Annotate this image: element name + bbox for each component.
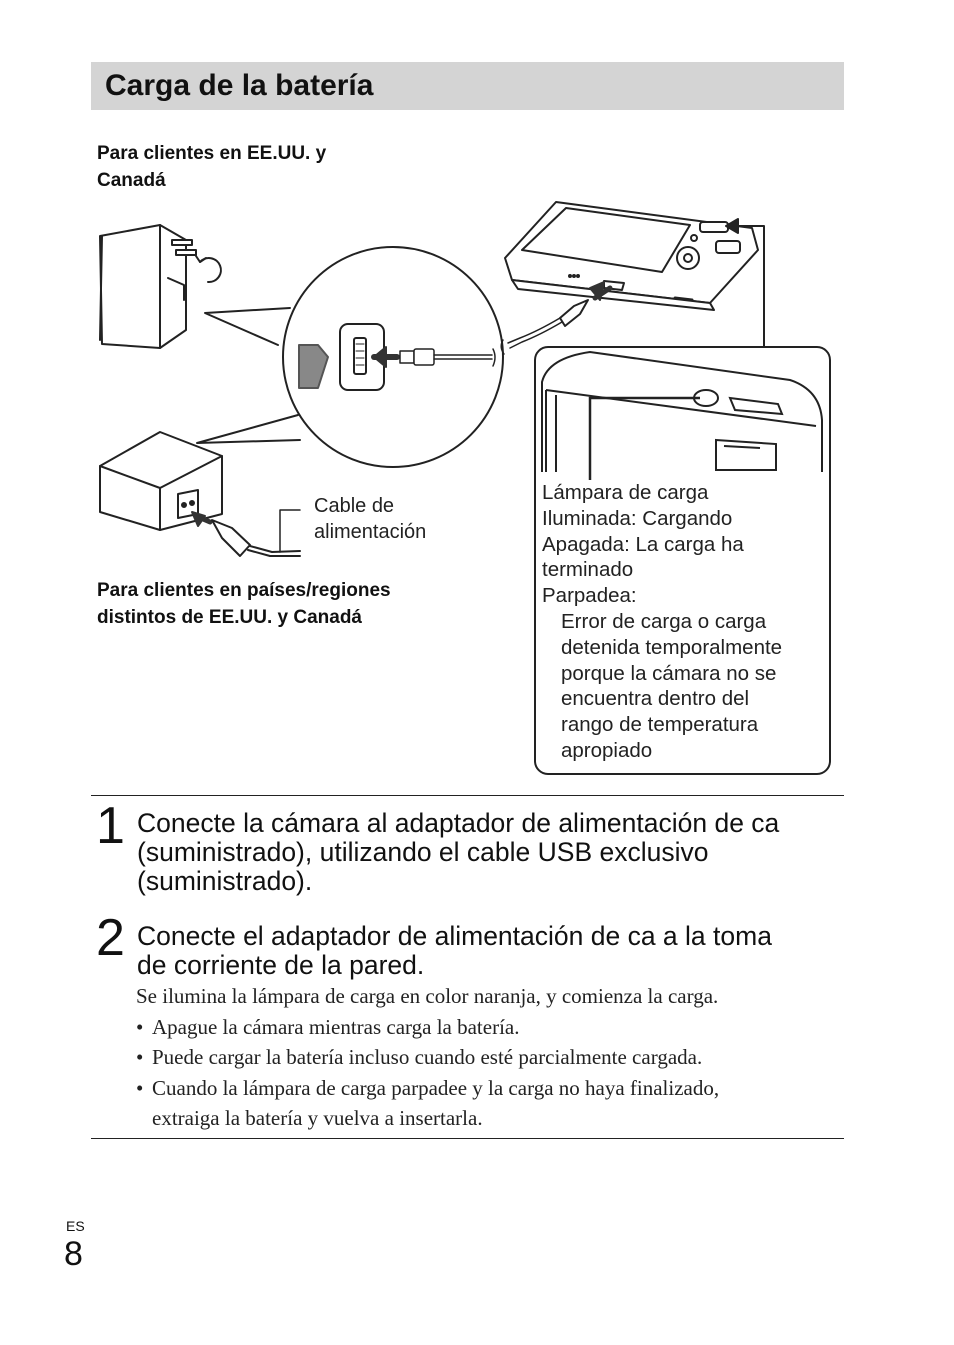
callout-indented-line: porque la cámara no se [561,661,777,685]
step-2-line: Conecte el adaptador de alimentación de ca a la toma [137,921,772,951]
label-other-line: distintos de EE.UU. y Canadá [97,607,362,628]
divider-bottom [91,1138,844,1139]
callout-indented-line: detenida temporalmente [561,635,783,659]
step-1-number: 1 [96,797,125,855]
step-2-line: de corriente de la pared. [137,950,425,980]
page-language: ES [66,1218,85,1234]
step-1-line: (suministrado), utilizando el cable USB exclusivo [137,837,709,867]
callout-line: terminado [542,558,634,582]
callout-indented-line: Error de carga o carga [561,609,767,633]
bullet-item [136,1042,836,1073]
divider-top [91,795,844,796]
label-us-canada-line: Para clientes en EE.UU. y [97,143,327,164]
step-1-text [137,809,779,896]
callout-indented-line: encuentra dentro del [561,687,750,711]
step-2-number: 2 [96,909,125,967]
bullet-dot: • [136,1075,144,1100]
bullet-text: extraiga la batería y vuelva a insertarla. [152,1106,483,1130]
bullet-dot: • [136,1045,144,1069]
callout-line: Lámpara de carga [542,481,709,504]
page-title: Carga de la batería [105,69,374,102]
bullet-text: Apague la cámara mientras carga la batería. [152,1014,520,1039]
bullet-text: Cuando la lámpara de carga parpadee y la carga no haya finalizado, [152,1075,720,1100]
step-1-line: Conecte la cámara al adaptador de alimentación de ca [137,808,780,838]
step-2-text [137,922,772,980]
label-us-canada-line: Canadá [97,170,166,191]
page-number: 8 [64,1235,83,1273]
bullet-dot: • [136,1014,144,1039]
step-2-description: Se ilumina la lámpara de carga en color naranja, y comienza la carga. [136,984,719,1008]
callout-indented-line: rango de temperatura [561,713,759,737]
label-other-line: Para clientes en países/regiones [97,580,391,601]
callout-indented-line: apropiado [561,738,653,762]
step-2-details [136,981,836,1134]
callout-line: Parpadea: [542,584,637,608]
callout-line: Iluminada: Cargando [542,506,733,530]
charge-lamp-description [542,480,827,764]
cable-label-line: alimentación [314,521,427,543]
bullet-text: Puede cargar la batería incluso cuando esté parcialmente cargada. [152,1045,703,1069]
step-1-line: (suministrado). [137,866,313,896]
bullet-item [136,1012,836,1043]
bullet-item [136,1073,836,1134]
callout-line: Apagada: La carga ha [542,532,744,556]
cable-label-line: Cable de [314,495,395,517]
